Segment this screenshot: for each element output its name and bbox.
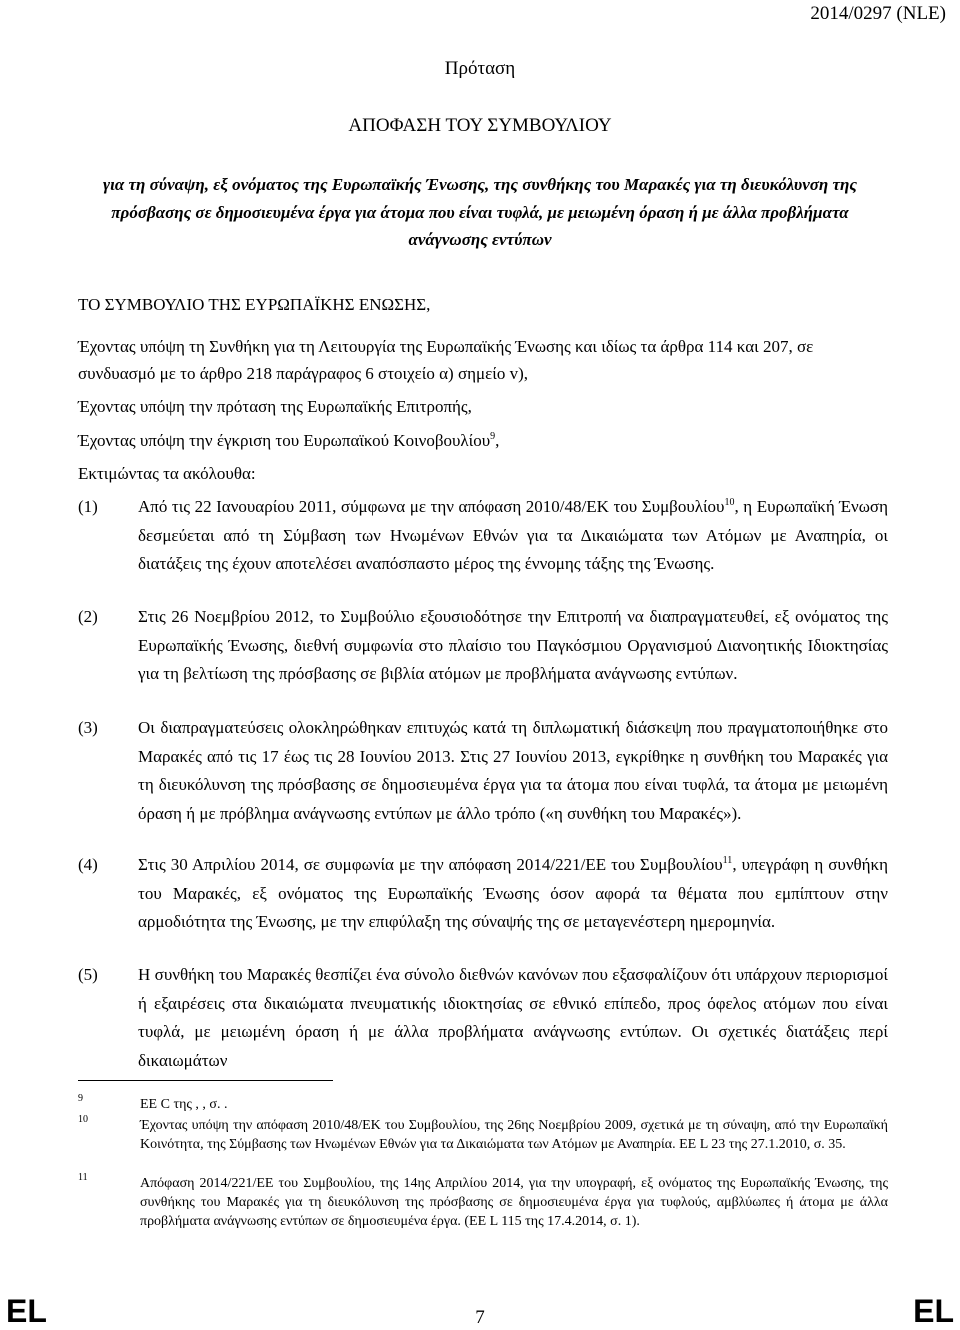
recital-text: Στις 26 Νοεμβρίου 2012, το Συμβούλιο εξουσιοδότησε την Επιτροπή να διαπραγματευθεί, εξ ονόματος της Ευρωπαϊκής Ένωσης, διεθνή συμφωνία στο πλαίσιο του Παγκόσμιου Οργανισμού Διανοητικής Ιδιοκτησίας για τη βελτίωση της πρόσβασης σε βιβλία ατόμων με προβλήματα ανάγνωσης εντύπων. bbox=[138, 607, 888, 683]
footnote-ref-10[interactable]: 10 bbox=[724, 497, 735, 508]
footnote-ref-11[interactable]: 11 bbox=[722, 855, 733, 866]
recital-1 bbox=[78, 493, 888, 579]
recital-number: (5) bbox=[78, 965, 98, 984]
recital-text: Από τις 22 Ιανουαρίου 2011, σύμφωνα με την απόφαση 2010/48/ΕΚ του Συμβουλίου bbox=[138, 497, 725, 516]
act-title: ΑΠΟΦΑΣΗ ΤΟΥ ΣΥΜΒΟΥΛΙΟΥ bbox=[348, 115, 612, 136]
footnote-text: Έχοντας υπόψη την απόφαση 2010/48/ΕΚ του Συμβουλίου, της 26ης Νοεμβρίου 2009, σχετικά με τη σύναψη, από την Ευρωπαϊκή Κοινότητα, της Σύμβασης των Ηνωμένων Εθνών για τα Δικαιώματα των Ατόμων με Αναπηρία. ΕΕ L 23 της 27.1.2010, σ. 35. bbox=[140, 1118, 888, 1152]
footnote-9 bbox=[78, 1095, 888, 1114]
preamble-parliament-text: Έχοντας υπόψη την έγκριση του Ευρωπαϊκού Κοινοβουλίου bbox=[78, 431, 491, 450]
footnote-text: ΕΕ C της , , σ. . bbox=[140, 1097, 228, 1112]
recital-number: (3) bbox=[78, 718, 98, 737]
footnote-11 bbox=[78, 1174, 888, 1231]
footnote-separator bbox=[78, 1080, 333, 1081]
recital-number: (1) bbox=[78, 497, 98, 516]
proposal-label: Πρόταση bbox=[444, 58, 516, 79]
footer-language-right: EL bbox=[913, 1293, 954, 1329]
preamble-commission: Έχοντας υπόψη την πρόταση της Ευρωπαϊκής Επιτροπής, bbox=[78, 397, 472, 416]
recital-text: Στις 30 Απριλίου 2014, σε συμφωνία με την απόφαση 2014/221/ΕΕ του Συμβουλίου bbox=[138, 855, 723, 874]
page-number: 7 bbox=[475, 1307, 485, 1328]
act-subtitle: για τη σύναψη, εξ ονόματος της Ευρωπαϊκής Ένωσης, της συνθήκης του Μαρακές για τη διευκόλυνση της πρόσβασης σε δημοσιευμένα έργα για άτομα που είναι τυφλά, με μειωμένη όραση ή με άλλα προβλήματα ανάγνωσης εντύπων bbox=[103, 175, 857, 249]
preamble-treaty: Έχοντας υπόψη τη Συνθήκη για τη Λειτουργία της Ευρωπαϊκής Ένωσης και ιδίως τα άρθρα 114 και 207, σε συνδυασμό με το άρθρο 218 παράγραφος 6 στοιχείο α) σημείο v), bbox=[78, 337, 814, 383]
preamble-whereas: Εκτιμώντας τα ακόλουθα: bbox=[78, 464, 256, 483]
recital-5 bbox=[78, 961, 888, 1075]
preamble-parliament-end: , bbox=[495, 431, 500, 450]
recital-text: Οι διαπραγματεύσεις ολοκληρώθηκαν επιτυχώς κατά τη διπλωματική διάσκεψη που πραγματοποιήθηκε στο Μαρακές από τις 17 έως τις 28 Ιουνίου 2013. Στις 27 Ιουνίου 2013, εγκρίθηκε η συνθήκη του Μαρακές για τη διευκόλυνση της πρόσβασης σε δημοσιευμένα έργα για τα άτομα που είναι τυφλά, τα άτομα με μειωμένη όραση ή με πρόβλημα ανάγνωσης εντύπων με άλλο τρόπο («η συνθήκη του Μαρακές»). bbox=[138, 718, 888, 823]
recital-2 bbox=[78, 603, 888, 689]
recital-text: , η Ευρωπαϊκή Ένωση δεσμεύεται από τη Σύμβαση των Ηνωμένων Εθνών για τα Δικαιώματα των Ατόμων με Αναπηρία, οι διατάξεις της έχουν αποτελέσει αναπόσπαστο μέρος της έννομης τάξης της Ένωσης. bbox=[138, 497, 888, 573]
footnote-number: 9 bbox=[78, 1093, 83, 1104]
footnote-ref-9[interactable]: 9 bbox=[490, 431, 496, 442]
recital-number: (4) bbox=[78, 855, 98, 874]
document-reference: 2014/0297 (NLE) bbox=[810, 3, 946, 24]
preamble-council: ΤΟ ΣΥΜΒΟΥΛΙΟ ΤΗΣ ΕΥΡΩΠΑΪΚΗΣ ΕΝΩΣΗΣ, bbox=[78, 295, 431, 314]
footnote-number: 10 bbox=[78, 1114, 88, 1125]
recital-text: Η συνθήκη του Μαρακές θεσπίζει ένα σύνολο διεθνών κανόνων που εξασφαλίζουν ότι υπάρχουν περιορισμοί ή εξαιρέσεις στα δικαιώματα πνευματικής ιδιοκτησίας σε εθνικό επίπεδο, προς όφελος ατόμων που είναι τυφλά, με μειωμένη όραση ή με άλλα προβλήματα ανάγνωσης εντύπων. Οι σχετικές διατάξεις περί δικαιωμάτων bbox=[138, 965, 888, 1070]
recital-number: (2) bbox=[78, 607, 98, 626]
recital-text: , υπεγράφη η συνθήκη του Μαρακές, εξ ονόματος της Ευρωπαϊκής Ένωσης όσον αφορά τα θέματα που εμπίπτουν στην αρμοδιότητα της Ένωσης, με την επιφύλαξη της σύναψής της σε μεταγενέστερη ημερομηνία. bbox=[138, 855, 889, 931]
preamble-parliament bbox=[78, 428, 890, 454]
footnote-number: 11 bbox=[78, 1172, 88, 1183]
footer-language-left: EL bbox=[6, 1293, 47, 1329]
footnote-10 bbox=[78, 1116, 888, 1154]
recital-3 bbox=[78, 714, 888, 828]
recital-4 bbox=[78, 851, 888, 937]
footnote-text: Απόφαση 2014/221/ΕΕ του Συμβουλίου, της 14ης Απριλίου 2014, για την υπογραφή, εξ ονόματος της Ευρωπαϊκής Ένωσης, της συνθήκης του Μαρακές για τη διευκόλυνση της πρόσβασης σε δημοσιευμένα έργα για τυφλούς, αμβλύωπες ή άτομα με άλλα προβλήματα ανάγνωσης εντύπων σε δημοσιευμένα έργα. (ΕΕ L 115 της 17.4.2014, σ. 1). bbox=[140, 1176, 888, 1229]
